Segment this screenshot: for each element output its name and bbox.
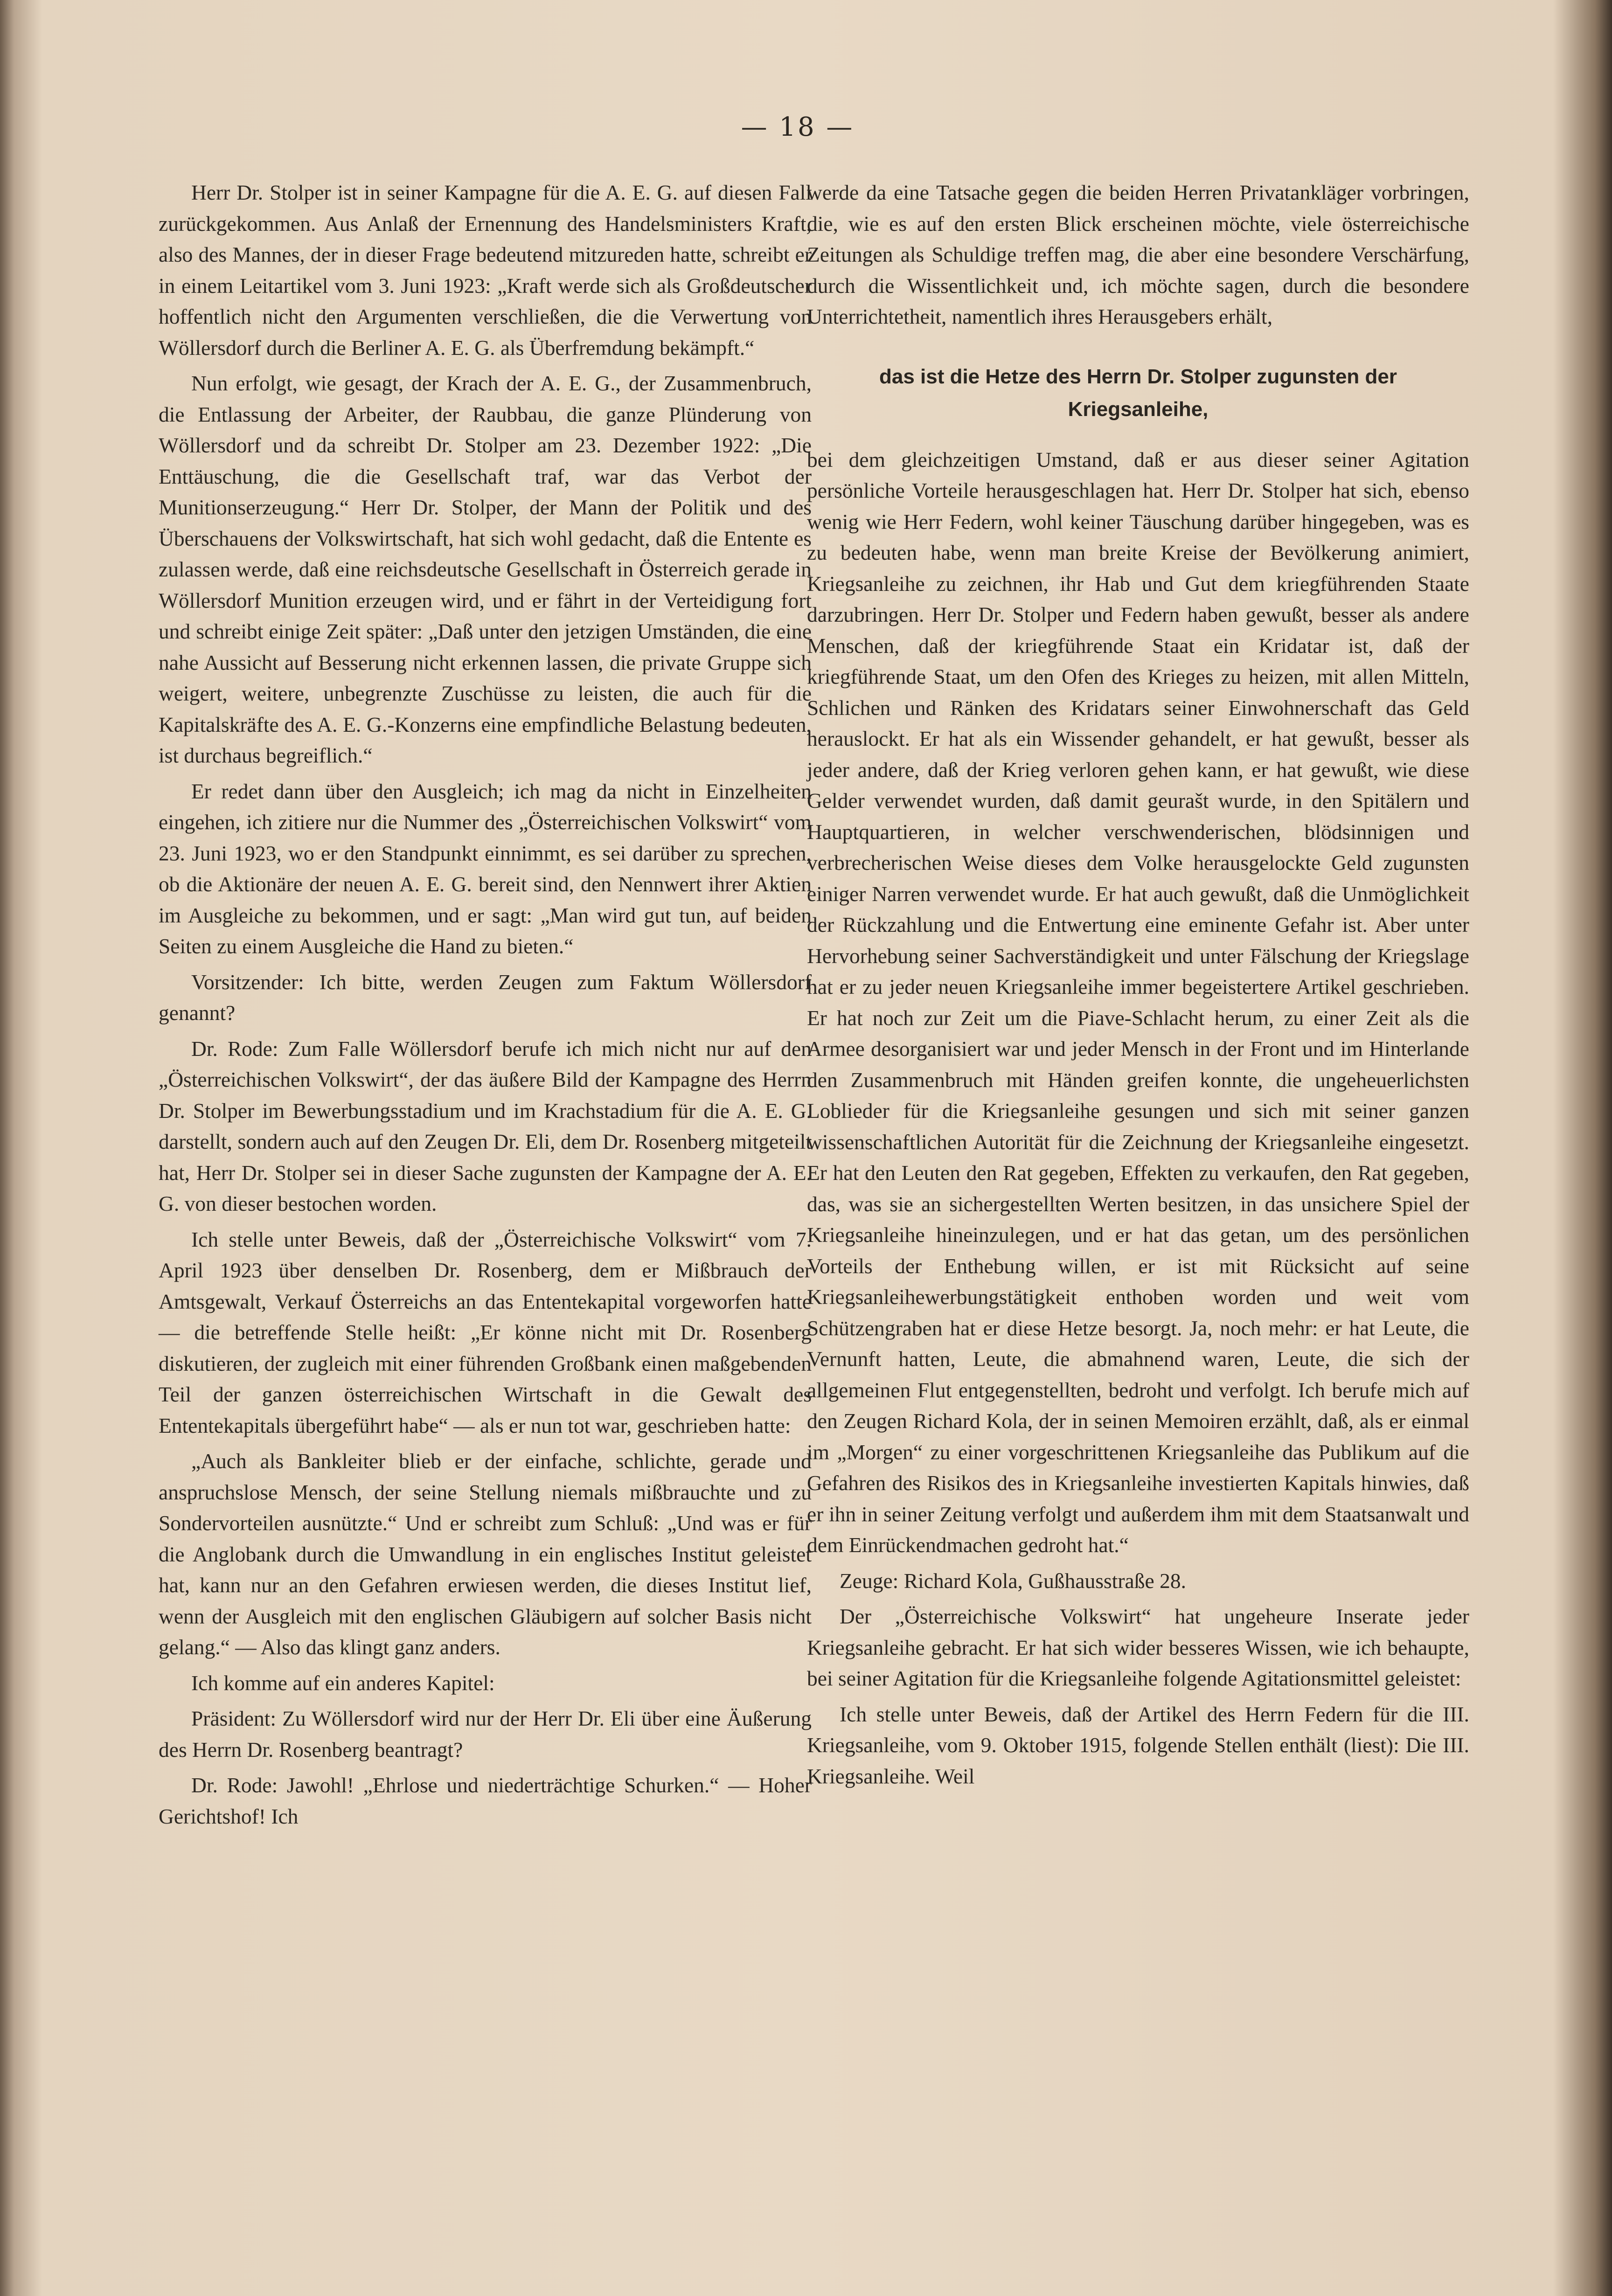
paragraph: Ich stelle unter Beweis, daß der „Österreichische Volkswirt“ vom 7. April 1923 über denselben Dr. Rosenberg, dem er Mißbrauch der Amtsgewalt, Verkauf Österreichs an das Ententekapital vorgeworfen hatte — die betreffende Stelle heißt: „Er könne nicht mit Dr. Rosenberg diskutieren, der zugleich mit einer führenden Großbank einen maßgebenden Teil der ganzen österreichischen Wirtschaft in die Gewalt des Ententekapitals übergeführt habe“ — als er nun tot war, geschrieben hatte: — [159, 1227, 812, 1437]
section-heading: das ist die Hetze des Herrn Dr. Stolper zugunsten der Kriegsanleihe, — [879, 365, 1397, 421]
paragraph: Präsident: Zu Wöllersdorf wird nur der Herr Dr. Eli über eine Äußerung des Herrn Dr. Rosenberg beantragt? — [159, 1706, 812, 1762]
paragraph: Ich stelle unter Beweis, daß der Artikel des Herrn Federn für die III. Kriegsanleihe, vom 9. Oktober 1915, folgende Stellen enthält (liest): Die III. Kriegsanleihe. Weil — [807, 1702, 1469, 1788]
paragraph: Zeuge: Richard Kola, Gußhausstraße 28. — [840, 1568, 1186, 1593]
paragraph: bei dem gleichzeitigen Umstand, daß er aus dieser seiner Agitation persönliche Vorteile herausgeschlagen hat. Herr Dr. Stolper hat sich, ebenso wenig wie Herr Federn, wohl keiner Täuschung darüber hingegeben, was es zu bedeuten habe, wenn man breite Kreise der Bevölkerung animiert, Kriegsanleihe zu zeichnen, ihr Hab und Gut dem kriegführenden Staate darzubringen. Herr Dr. Stolper und Federn haben gewußt, besser als andere Menschen, daß der kriegführende Staat ein Kridatar ist, daß der kriegführende Staat, um den Ofen des Krieges zu heizen, mit allen Mitteln, Schlichen und Ränken des Kridatars seiner Einwohnerschaft das Geld herauslockt. Er hat als ein Wissender gehandelt, er hat gewußt, besser als jeder andere, daß der Krieg verloren gehen kann, er hat gewußt, wie diese Gelder verwendet wurden, daß damit geurašt wurde, in den Spitälern und Hauptquartieren, in welcher verschwenderischen, blödsinnigen und verbrecherischen Weise dieses dem Volke herausgelockte Geld zugunsten einiger Narren verwendet wurde. Er hat auch gewußt, daß die Unmöglichkeit der Rückzahlung und die Entwertung eine eminente Gefahr ist. Aber unter Hervorhebung seiner Sachverständigkeit und unter Fälschung der Kriegslage hat er zu jeder neuen Kriegsanleihe immer begeistertere Artikel geschrieben. Er hat noch zur Zeit um die Piave-Schlacht herum, zu einer Zeit als die Armee desorganisiert war und jeder Mensch in der Front und im Hinterlande den Zusammenbruch mit Händen greifen konnte, die ungeheuerlichsten Loblieder für die Kriegsanleihe gesungen und sich mit seiner ganzen wissenschaftlichen Autorität für die Zeichnung der Kriegsanleihe eingesetzt. Er hat den Leuten den Rat gegeben, Effekten zu verkaufen, den Rat gegeben, das, was sie an sichergestellten Werten besitzen, in das unsichere Spiel der Kriegsanleihe hineinzulegen, und er hat das getan, um des persönlichen Vorteils der Enthebung willen, er ist mit Rücksicht auf seine Kriegsanleihewerbungstätigkeit enthoben worden und weit vom Schützengraben hat er diese Hetze besorgt. Ja, noch mehr: er hat Leute, die Vernunft hatten, Leute, die abmahnend waren, Leute, die sich der allgemeinen Flut entgegenstellten, bedroht und verfolgt. Ich berufe mich auf den Zeugen Richard Kola, der in seinen Memoiren erzählt, daß, als er einmal im „Morgen“ zu einer vorgeschrittenen Kriegsanleihe das Publikum auf die Gefahren des Risikos des in Kriegsanleihe investierten Kapitals hinwies, daß er ihn in seiner Zeitung verfolgt und außerdem ihm mit dem Staatsanwalt und dem Einrückendmachen gedroht hat.“ — [807, 447, 1469, 1557]
paragraph: Dr. Rode: Zum Falle Wöllersdorf berufe ich mich nicht nur auf den „Österreichischen Volkswirt“, der das äußere Bild der Kampagne des Herrn Dr. Stolper im Bewerbungsstadium und im Krachstadium für die A. E. G. darstellt, sondern auch auf den Zeugen Dr. Eli, dem Dr. Rosenberg mitgeteilt hat, Herr Dr. Stolper sei in dieser Sache zugunsten der Kampagne der A. E. G. von dieser bestochen worden. — [159, 1036, 812, 1215]
paragraph: Der „Österreichische Volkswirt“ hat ungeheure Inserate jeder Kriegsanleihe gebracht. Er hat sich wider besseres Wissen, wie ich behaupte, bei seiner Agitation für die Kriegsanleihe folgende Agitationsmittel geleistet: — [807, 1604, 1469, 1690]
paragraph: Herr Dr. Stolper ist in seiner Kampagne für die A. E. G. auf diesen Fall zurückgekommen. Aus Anlaß der Ernennung des Handelsministers Kraft, also des Mannes, der in dieser Frage bedeutend mitzureden hatte, schreibt er in einem Leitartikel vom 3. Juni 1923: „Kraft werde sich als Großdeutscher hoffentlich nicht den Argumenten verschließen, die die Verwertung von Wöllersdorf durch die Berliner A. E. G. als Überfremdung bekämpft.“ — [159, 180, 812, 360]
page-number: — 18 — — [741, 112, 855, 142]
paragraph: Dr. Rode: Jawohl! „Ehrlose und niederträchtige Schurken.“ — Hoher Gerichtshof! Ich — [159, 1773, 812, 1828]
paragraph: werde da eine Tatsache gegen die beiden Herren Privatankläger vorbringen, die, wie es auf den ersten Blick erscheinen möchte, viele österreichische Zeitungen als Schuldige treffen mag, die aber eine besondere Verschärfung, durch die Wissentlichkeit und, ich möchte sagen, durch die besondere Unterrichtetheit, namentlich ihres Herausgebers erhält, — [807, 180, 1469, 328]
right-column — [807, 177, 1469, 1797]
paragraph: Ich komme auf ein anderes Kapitel: — [191, 1671, 495, 1695]
paragraph: „Auch als Bankleiter blieb er der einfache, schlichte, gerade und anspruchslose Mensch, der seine Stellung niemals mißbrauchte und zu Sondervorteilen ausnützte.“ Und er schreibt zum Schluß: „Und was er für die Anglobank durch die Umwandlung in ein englisches Institut geleistet hat, kann nur an den Gefahren erwiesen werden, die dieses Institut lief, wenn der Ausgleich mit den englischen Gläubigern auf solcher Basis nicht gelang.“ — Also das klingt ganz anders. — [159, 1449, 812, 1659]
paragraph: Nun erfolgt, wie gesagt, der Krach der A. E. G., der Zusammenbruch, die Entlassung der Arbeiter, der Raubbau, die ganze Plünderung von Wöllersdorf und da schreibt Dr. Stolper am 23. Dezember 1922: „Die Enttäuschung, die die Gesellschaft traf, war das Verbot der Munitionserzeugung.“ Herr Dr. Stolper, der Mann der Politik und des Überschauens der Volkswirtschaft, hat sich wohl gedacht, daß die Entente es zulassen werde, daß eine reichsdeutsche Gesellschaft in Österreich gerade in Wöllersdorf Munition erzeugen wird, und er fährt in der Verteidigung fort und schreibt einige Zeit später: „Daß unter den jetzigen Umständen, die eine nahe Aussicht auf Besserung nicht erkennen lassen, die private Gruppe sich weigert, weitere, unbegrenzte Zuschüsse zu leisten, die auch für die Kapitalskräfte des A. E. G.-Konzerns eine empfindliche Belastung bedeuten, ist durchaus begreiflich.“ — [159, 371, 812, 767]
paragraph: Er redet dann über den Ausgleich; ich mag da nicht in Einzelheiten eingehen, ich zitiere nur die Nummer des „Österreichischen Volkswirt“ vom 23. Juni 1923, wo er den Standpunkt einnimmt, es sei darüber zu sprechen, ob die Aktionäre der neuen A. E. G. bereit sind, den Nennwert ihrer Aktien im Ausgleiche zu bekommen, und er sagt: „Man wird gut tun, auf beiden Seiten zu einem Ausgleiche die Hand zu bieten.“ — [159, 779, 812, 958]
paragraph: Vorsitzender: Ich bitte, werden Zeugen zum Faktum Wöllersdorf genannt? — [159, 970, 812, 1025]
left-column — [159, 177, 812, 1837]
